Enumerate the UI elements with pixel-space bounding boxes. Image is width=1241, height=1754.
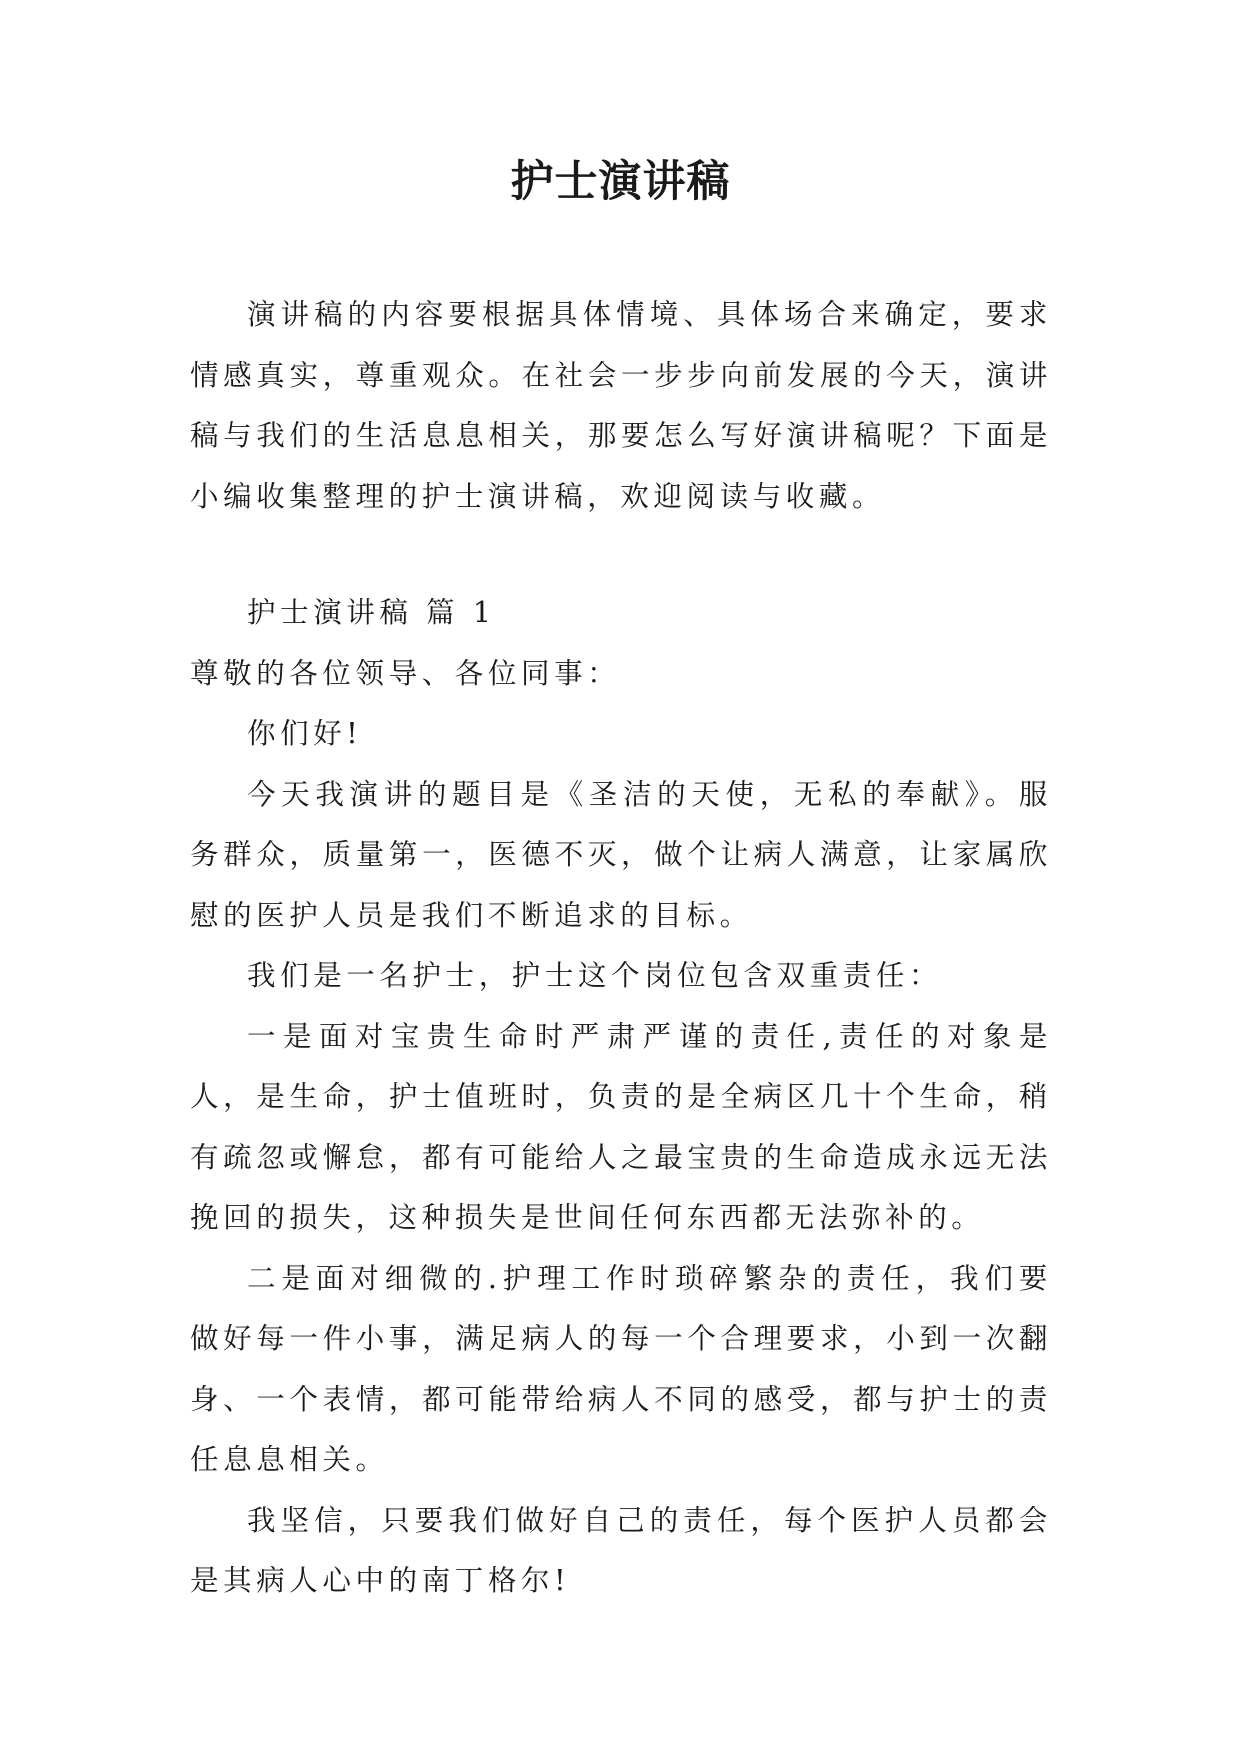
- speech-paragraph: 二是面对细微的.护理工作时琐碎繁杂的责任，我们要做好每一件小事，满足病人的每一个合理要求，小到一次翻身、一个表情，都可能带给病人不同的感受，都与护士的责任息息相关。: [190, 1261, 1052, 1476]
- salutation: 尊敬的各位领导、各位同事：: [190, 656, 621, 690]
- section-heading: 护士演讲稿 篇 1: [247, 596, 496, 629]
- speech-paragraph: 一是面对宝贵生命时严肃严谨的责任,责任的对象是人，是生命，护士值班时，负责的是全病区几十个生命，稍有疏忽或懈怠，都有可能给人之最宝贵的生命造成永远无法挽回的损失，这种损失是世间任何东西都无法弥补的。: [190, 1019, 1052, 1234]
- speech-paragraph: 我坚信，只要我们做好自己的责任，每个医护人员都会是其病人心中的南丁格尔!: [190, 1503, 1052, 1597]
- speech-section: [190, 583, 1052, 1612]
- document-title: 护士演讲稿: [510, 157, 731, 207]
- speech-paragraph: 今天我演讲的题目是《圣洁的天使，无私的奉献》。服务群众，质量第一，医德不灭，做个让病人满意，让家属欣慰的医护人员是我们不断追求的目标。: [190, 777, 1052, 932]
- intro-paragraph: 演讲稿的内容要根据具体情境、具体场合来确定，要求情感真实，尊重观众。在社会一步步向前发展的今天，演讲稿与我们的生活息息相关，那要怎么写好演讲稿呢？下面是小编收集整理的护士演讲稿，欢迎阅读与收藏。: [190, 298, 1052, 513]
- intro-block: [190, 285, 1052, 527]
- speech-paragraph: 你们好!: [247, 717, 363, 750]
- speech-paragraph: 我们是一名护士，护士这个岗位包含双重责任：: [247, 959, 943, 992]
